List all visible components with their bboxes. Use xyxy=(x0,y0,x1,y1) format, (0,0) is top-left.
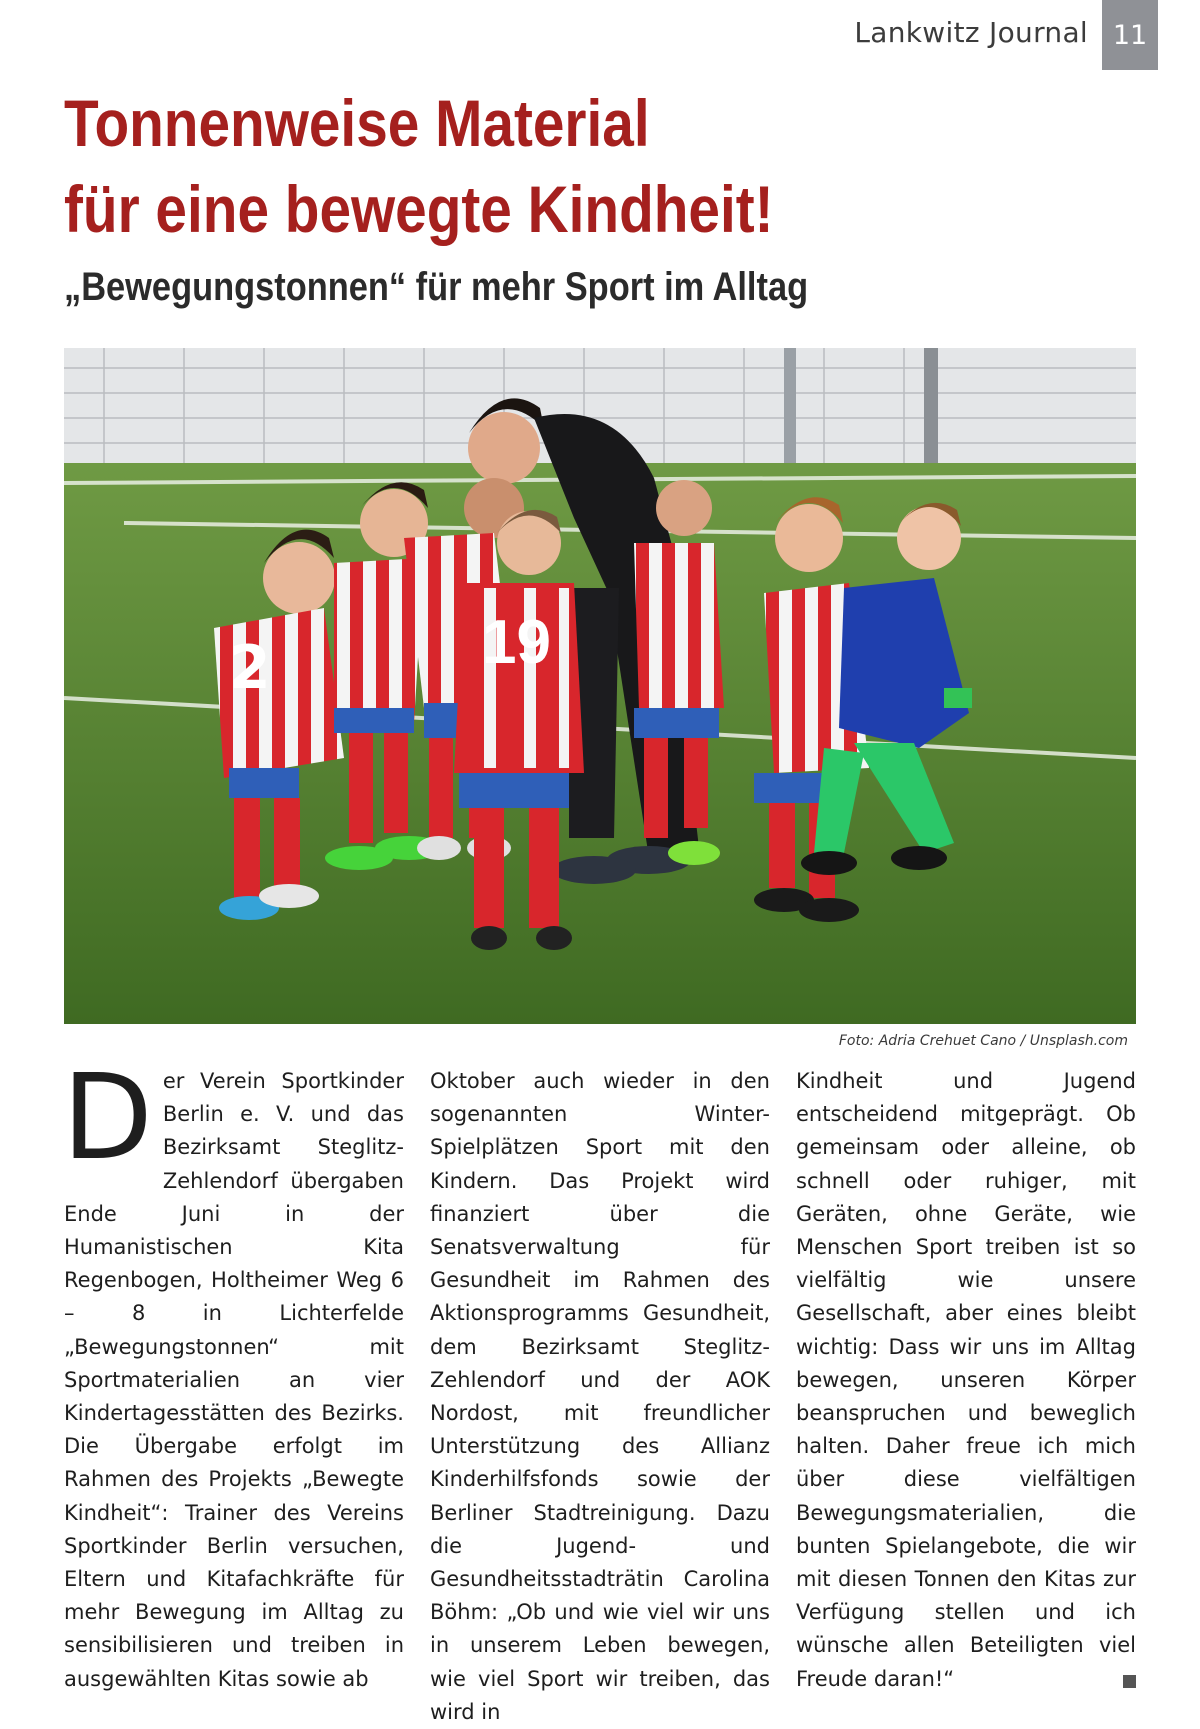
headline xyxy=(64,80,774,252)
article-column-3 xyxy=(796,1065,1136,1696)
goal-post xyxy=(784,348,796,468)
football-kids-illustration xyxy=(64,348,1136,1024)
end-mark-icon xyxy=(1123,1675,1136,1688)
article-column-2 xyxy=(430,1065,770,1729)
page-number: 11 xyxy=(1112,19,1148,51)
fence-post xyxy=(924,348,938,468)
column-3-text xyxy=(796,1065,1136,1696)
headline-line-2: für eine bewegte Kindheit! xyxy=(64,172,774,246)
jersey-number: 19 xyxy=(482,608,551,677)
subheadline: „Bewegungstonnen“ für mehr Sport im Alltag xyxy=(64,265,809,309)
dropcap: D xyxy=(62,1048,153,1186)
page-header xyxy=(0,0,1200,70)
page-number-box xyxy=(1102,0,1158,70)
article-column-1 xyxy=(62,1048,404,1696)
photo-credit: Foto: Adria Crehuet Cano / Unsplash.com xyxy=(838,1033,1128,1049)
article-body xyxy=(62,1048,1136,1724)
article-photo xyxy=(64,348,1136,1024)
journal-name: Lankwitz Journal xyxy=(854,16,1088,49)
headline-line-1: Tonnenweise Material xyxy=(64,86,650,160)
column-1-text: er Verein Sportkinder Berlin e. V. und das Bezirksamt Steglitz-Zehlendorf übergaben Ende Juni in der Humanistischen Kita Regenbogen, Holtheimer Weg 6 – 8 in Lichterfelde „Bewegungstonnen“ mit Sportmaterialien an vier Kindertagesstätten des Bezirks. Die Übergabe erfolgt im Rahmen des Projekts „Bewegte Kindheit“: Trainer des Vereins Sportkinder Berlin versuchen, Eltern und Kitafachkräfte für mehr Bewegung im Alltag zu sensibilisieren und treiben in ausgewählten Kitas sowie ab xyxy=(64,1069,404,1691)
column-2-text: Oktober auch wieder in den sogenannten Winter-Spielplätzen Sport mit den Kindern. Das Projekt wird finanziert über die Senatsverwaltung für Gesundheit im Rahmen des Aktionsprogramms Gesundheit, dem Bezirksamt Steglitz-Zehlendorf und der AOK Nordost, mit freundlicher Unterstützung des Allianz Kinderhilfsfonds sowie der Berliner Stadtreinigung. Dazu die Jugend- und Gesundheitsstadträtin Carolina Böhm: „Ob und wie viel wir uns in unserem Leben bewegen, wie viel Sport wir treiben, das wird in xyxy=(430,1069,770,1724)
column-3-body: Kindheit und Jugend entscheidend mitgeprägt. Ob gemeinsam oder alleine, ob schnell oder ruhiger, mit Geräten, ohne Geräte, wie Menschen Sport treiben ist so vielfältig wie unsere Gesellschaft, aber eines bleibt wichtig: Dass wir uns im Alltag bewegen, unseren Körper beanspruchen und beweglich halten. Daher freue ich mich über diese vielfältigen Bewegungsmaterialien, die bunten Spielangebote, die wir mit diesen Tonnen den Kitas zur Verfügung stellen und ich wünsche allen Beteiligten viel Freude daran!“ xyxy=(796,1069,1136,1691)
svg-text:2: 2 xyxy=(229,633,271,703)
